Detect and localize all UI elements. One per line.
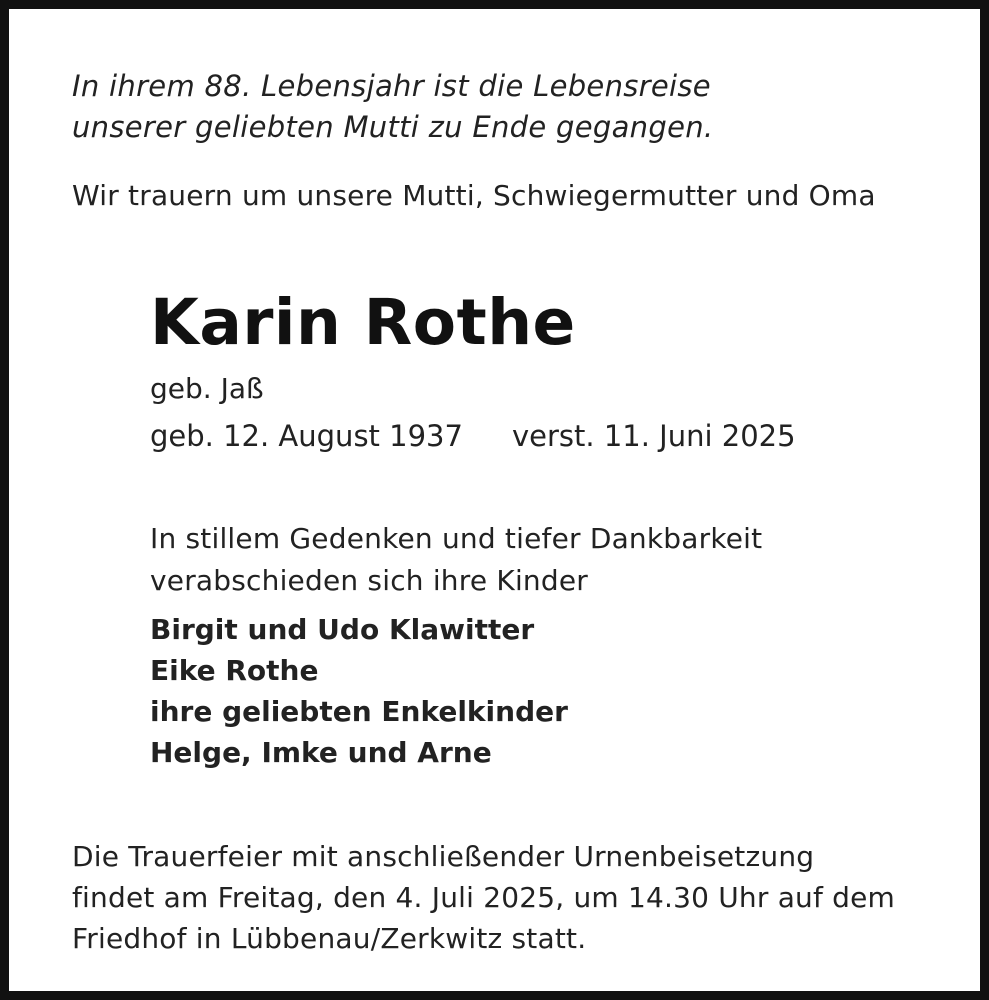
birth-date: geb. 12. August 1937 [150, 419, 463, 453]
ceremony-line-3: Friedhof in Lübbenau/Zerkwitz statt. [72, 922, 587, 955]
ceremony-line-1: Die Trauerfeier mit anschließender Urnenbeisetzung [72, 840, 815, 873]
intro-line-2: unserer geliebten Mutti zu Ende gegangen. [72, 110, 714, 144]
family-line-2: Eike Rothe [150, 654, 319, 687]
farewell-line-2: verabschieden sich ihre Kinder [150, 564, 588, 597]
intro-line-1: In ihrem 88. Lebensjahr ist die Lebensreise [72, 69, 711, 103]
family-line-4: Helge, Imke und Arne [150, 736, 492, 769]
ceremony-line-2: findet am Freitag, den 4. Juli 2025, um 14.30 Uhr auf dem [72, 881, 896, 914]
maiden-name: geb. Jaß [150, 372, 264, 405]
death-date: verst. 11. Juni 2025 [512, 419, 796, 453]
farewell-line-1: In stillem Gedenken und tiefer Dankbarkeit [150, 522, 763, 555]
deceased-name: Karin Rothe [150, 286, 576, 359]
family-line-1: Birgit und Udo Klawitter [150, 613, 535, 646]
family-line-3: ihre geliebten Enkelkinder [150, 695, 568, 728]
mourning-line: Wir trauern um unsere Mutti, Schwiegermutter und Oma [72, 179, 876, 212]
